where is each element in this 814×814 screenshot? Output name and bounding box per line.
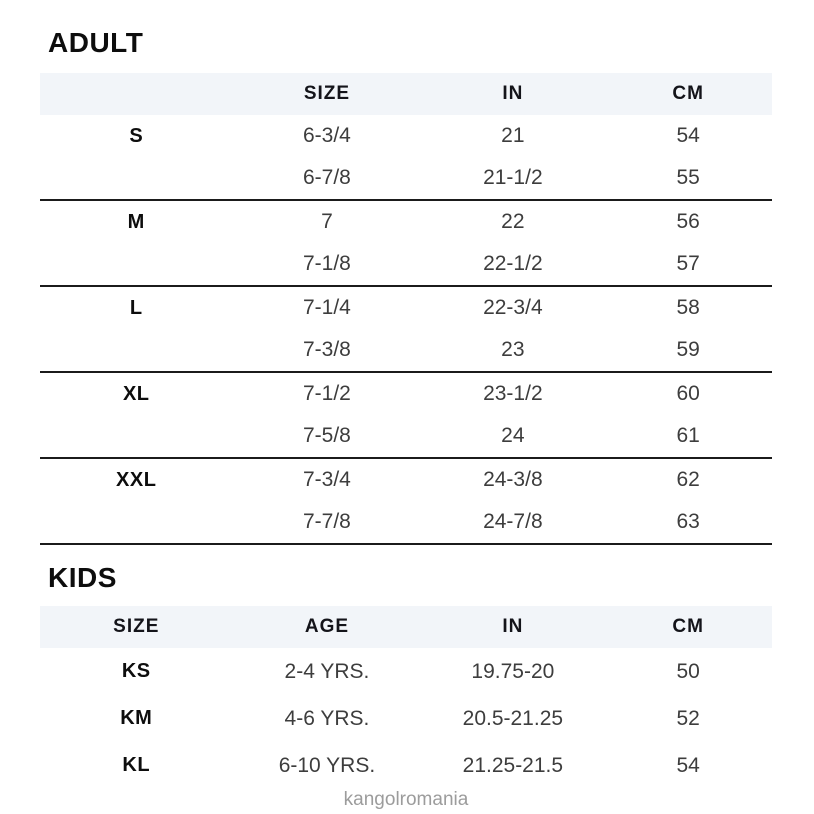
adult-col-header-cm: CM bbox=[672, 83, 704, 104]
cm-cell: 61 bbox=[676, 424, 700, 447]
table-row bbox=[40, 459, 772, 501]
in-cell: 19.75-20 bbox=[471, 659, 555, 683]
size-cell: 6-7/8 bbox=[303, 166, 351, 189]
table-row bbox=[40, 742, 772, 789]
table-row bbox=[40, 329, 772, 371]
kids-col-header-cm: CM bbox=[672, 616, 704, 637]
in-cell: 23 bbox=[501, 338, 525, 361]
size-cell: 7-3/4 bbox=[303, 468, 351, 491]
table-row bbox=[40, 115, 772, 157]
cm-cell: 58 bbox=[676, 296, 700, 319]
in-cell: 21 bbox=[501, 124, 525, 147]
adult-section bbox=[40, 28, 772, 545]
adult-size-group-xxl bbox=[40, 459, 772, 545]
adult-size-group-xl bbox=[40, 373, 772, 459]
adult-size-group-m bbox=[40, 201, 772, 287]
cm-cell: 54 bbox=[676, 124, 700, 147]
in-cell: 24 bbox=[501, 424, 525, 447]
size-cell: 7-7/8 bbox=[303, 510, 351, 533]
size-label: KS bbox=[121, 660, 151, 682]
table-row bbox=[40, 695, 772, 742]
cm-cell: 62 bbox=[676, 468, 700, 491]
in-cell: 23-1/2 bbox=[483, 382, 543, 405]
cm-cell: 55 bbox=[676, 166, 700, 189]
in-cell: 22-1/2 bbox=[483, 252, 543, 275]
size-label: XXL bbox=[116, 468, 157, 491]
size-cell: 7 bbox=[321, 210, 333, 233]
table-row bbox=[40, 243, 772, 285]
adult-col-header-in: IN bbox=[502, 83, 524, 104]
size-label: XL bbox=[122, 382, 150, 405]
table-row bbox=[40, 157, 772, 199]
size-label: S bbox=[129, 124, 144, 147]
cm-cell: 54 bbox=[676, 753, 700, 777]
table-row bbox=[40, 373, 772, 415]
size-cell: 7-1/4 bbox=[303, 296, 351, 319]
in-cell: 22 bbox=[501, 210, 525, 233]
size-label: L bbox=[129, 296, 143, 319]
watermark-text: kangolromania bbox=[343, 789, 469, 810]
table-row bbox=[40, 415, 772, 457]
cm-cell: 56 bbox=[676, 210, 700, 233]
kids-section-title: KIDS bbox=[48, 562, 117, 593]
in-cell: 24-3/8 bbox=[483, 468, 543, 491]
kids-table-header bbox=[40, 606, 772, 648]
adult-section-title: ADULT bbox=[48, 27, 144, 58]
cm-cell: 50 bbox=[676, 659, 700, 683]
cm-cell: 60 bbox=[676, 382, 700, 405]
in-cell: 21.25-21.5 bbox=[462, 753, 564, 777]
adult-size-group-l bbox=[40, 287, 772, 373]
table-row bbox=[40, 501, 772, 543]
cm-cell: 59 bbox=[676, 338, 700, 361]
adult-size-group-s bbox=[40, 115, 772, 201]
size-cell: 7-3/8 bbox=[303, 338, 351, 361]
size-cell: 6-3/4 bbox=[303, 124, 351, 147]
kids-section bbox=[40, 563, 772, 789]
adult-table-header bbox=[40, 73, 772, 115]
size-label: M bbox=[127, 210, 145, 233]
table-row bbox=[40, 648, 772, 695]
in-cell: 21-1/2 bbox=[483, 166, 543, 189]
kids-col-header-age: AGE bbox=[304, 616, 350, 637]
in-cell: 24-7/8 bbox=[483, 510, 543, 533]
cm-cell: 57 bbox=[676, 252, 700, 275]
age-cell: 2-4 YRS. bbox=[284, 659, 370, 683]
cm-cell: 52 bbox=[676, 706, 700, 730]
size-cell: 7-5/8 bbox=[303, 424, 351, 447]
in-cell: 22-3/4 bbox=[483, 296, 543, 319]
table-row bbox=[40, 287, 772, 329]
table-row bbox=[40, 201, 772, 243]
size-cell: 7-1/2 bbox=[303, 382, 351, 405]
kids-col-header-size: SIZE bbox=[113, 616, 160, 637]
kids-col-header-in: IN bbox=[502, 616, 524, 637]
size-label: KM bbox=[120, 707, 153, 729]
cm-cell: 63 bbox=[676, 510, 700, 533]
kids-table-body bbox=[40, 648, 772, 789]
in-cell: 20.5-21.25 bbox=[462, 706, 564, 730]
age-cell: 6-10 YRS. bbox=[278, 753, 376, 777]
size-cell: 7-1/8 bbox=[303, 252, 351, 275]
size-label: KL bbox=[122, 754, 151, 776]
adult-col-header-size: SIZE bbox=[303, 83, 351, 104]
age-cell: 4-6 YRS. bbox=[284, 706, 370, 730]
adult-table-body bbox=[40, 115, 772, 545]
